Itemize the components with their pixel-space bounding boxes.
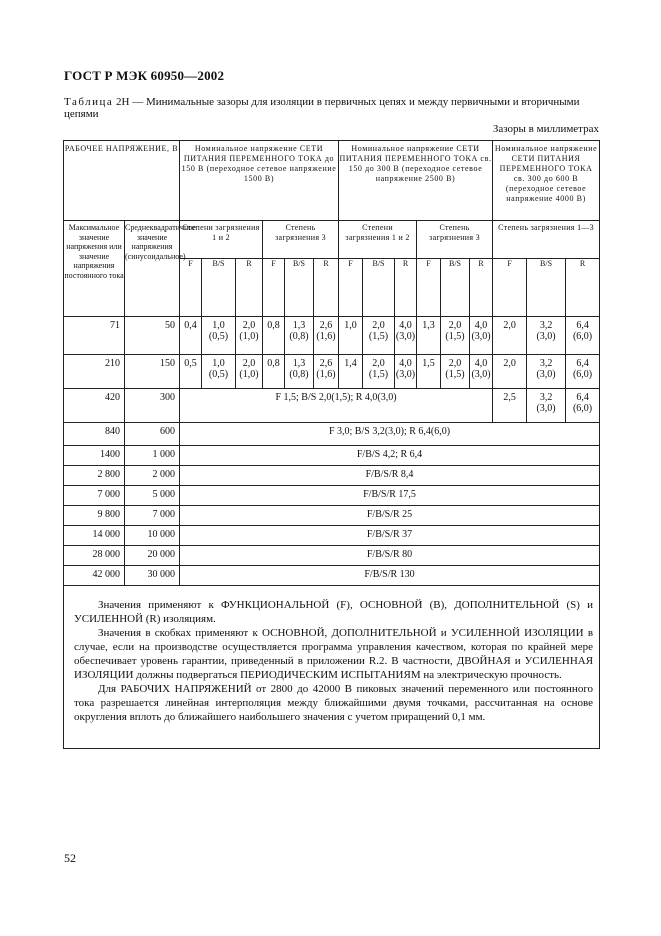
standard-title: ГОСТ Р МЭК 60950—2002: [64, 68, 225, 83]
data-row: [64, 526, 600, 546]
clearance-cell: 2,0: [493, 317, 527, 355]
table-notes: [64, 586, 600, 749]
clearance-cell: 0,8: [263, 317, 285, 355]
clearance-cell: 6,4 (6,0): [566, 355, 600, 389]
rms-voltage-cell: 7 000: [125, 506, 180, 526]
clearance-merged-cell: F/B/S/R 17,5: [180, 486, 600, 506]
clearance-merged-cell: F 3,0; B/S 3,2(3,0); R 6,4(6,0): [180, 423, 600, 446]
rms-voltage-cell: 150: [125, 355, 180, 389]
note-paragraph: Значения применяют к ФУНКЦИОНАЛЬНОЙ (F), ОСНОВНОЙ (В), ДОПОЛНИТЕЛЬНОЙ (S) и УСИЛЕННОЙ (R) изоляциям.: [74, 599, 594, 625]
clearance-cell: 2,0: [493, 355, 527, 389]
clearance-cell: 4,0 (3,0): [470, 355, 493, 389]
clearance-cell: 6,4 (6,0): [566, 389, 600, 423]
note-paragraph: Для РАБОЧИХ НАПРЯЖЕНИЙ от 2800 до 42000 В пиковых значений переменного или постоянного тока разрешается линейная интерполяция между ближайшими двумя точками, рассчитанная на основе округления вплоть до ближайшего наибольшего значения с учетом приращений 0,1 мм.: [74, 683, 594, 723]
rms-voltage-cell: 300: [125, 389, 180, 423]
insulation-type-header: F: [339, 259, 363, 317]
insulation-type-header: B/S: [202, 259, 236, 317]
clearance-cell: 2,0 (1,5): [441, 317, 470, 355]
data-row: [64, 355, 600, 389]
peak-voltage-header: Максимальное значение напряжения или значение напряжения постоянного тока: [64, 221, 125, 317]
data-row: [64, 389, 600, 423]
pollution-degree-header: Степень загрязнения 3: [417, 221, 493, 259]
data-row: [64, 546, 600, 566]
clearance-cell: 1,0: [339, 317, 363, 355]
notes-row: [64, 586, 600, 749]
peak-voltage-cell: 71: [64, 317, 125, 355]
insulation-type-header: B/S: [441, 259, 470, 317]
peak-voltage-cell: 28 000: [64, 546, 125, 566]
clearance-cell: 3,2 (3,0): [527, 355, 566, 389]
clearance-merged-cell: F/B/S/R 37: [180, 526, 600, 546]
insulation-type-header: R: [314, 259, 339, 317]
clearance-cell: 1,5: [417, 355, 441, 389]
rms-voltage-cell: 5 000: [125, 486, 180, 506]
page-number: 52: [64, 851, 76, 865]
clearance-cell: 1,3 (0,8): [285, 355, 314, 389]
rms-voltage-cell: 1 000: [125, 446, 180, 466]
data-row: [64, 423, 600, 446]
peak-voltage-cell: 42 000: [64, 566, 125, 586]
peak-voltage-cell: 9 800: [64, 506, 125, 526]
insulation-type-header: R: [236, 259, 263, 317]
working-voltage-header: РАБОЧЕЕ НАПРЯЖЕНИЕ, В: [64, 141, 180, 221]
clearance-table: [63, 140, 600, 749]
rms-voltage-cell: 2 000: [125, 466, 180, 486]
data-row: [64, 317, 600, 355]
table-caption: [64, 96, 602, 120]
group-header-300: Номинальное напряжение СЕТИ ПИТАНИЯ ПЕРЕМЕННОГО ТОКА св. 150 до 300 В (переходное сетевое напряжение 2500 В): [339, 141, 493, 221]
peak-voltage-cell: 1400: [64, 446, 125, 466]
clearance-cell: 0,5: [180, 355, 202, 389]
data-row: [64, 506, 600, 526]
rms-voltage-cell: 50: [125, 317, 180, 355]
clearance-cell: 2,5: [493, 389, 527, 423]
insulation-type-header: R: [395, 259, 417, 317]
clearance-cell: 2,0 (1,0): [236, 355, 263, 389]
clearance-cell: 1,3 (0,8): [285, 317, 314, 355]
peak-voltage-cell: 2 800: [64, 466, 125, 486]
clearance-cell: 6,4 (6,0): [566, 317, 600, 355]
clearance-cell: 1,3: [417, 317, 441, 355]
data-row: [64, 446, 600, 466]
clearance-cell: 0,4: [180, 317, 202, 355]
insulation-type-header: B/S: [363, 259, 395, 317]
clearance-cell: 1,0 (0,5): [202, 317, 236, 355]
peak-voltage-cell: 14 000: [64, 526, 125, 546]
units-note: Зазоры в миллиметрах: [492, 123, 599, 135]
clearance-cell: 4,0 (3,0): [470, 317, 493, 355]
table-caption-label: Таблица: [64, 96, 114, 108]
insulation-type-header: B/S: [527, 259, 566, 317]
peak-voltage-cell: 7 000: [64, 486, 125, 506]
rms-voltage-cell: 30 000: [125, 566, 180, 586]
insulation-type-header: B/S: [285, 259, 314, 317]
pollution-degree-header: Степени загрязнения 1 и 2: [180, 221, 263, 259]
clearance-cell: 2,0 (1,5): [363, 317, 395, 355]
note-paragraph: Значения в скобках применяют к ОСНОВНОЙ, ДОПОЛНИТЕЛЬНОЙ и УСИЛЕННОЙ ИЗОЛЯЦИИ в случае, если на производстве осуществляется программа управления качеством, которая по крайней мере обеспечивает уровень гарантии, приведенный в приложении R.2. В частности, ДВОЙНАЯ и УСИЛЕННАЯ ИЗОЛЯЦИИ должны подвергаться ПЕРИОДИЧЕСКИМ ИСПЫТАНИЯМ на электрическую прочность.: [74, 627, 594, 681]
header-row-1: [64, 141, 600, 221]
insulation-type-header: R: [566, 259, 600, 317]
clearance-cell: 4,0 (3,0): [395, 317, 417, 355]
data-row: [64, 466, 600, 486]
pollution-degree-header: Степень загрязнения 1—3: [493, 221, 600, 259]
clearance-cell: 2,6 (1,6): [314, 317, 339, 355]
clearance-cell: 2,0 (1,5): [363, 355, 395, 389]
header-row-2: [64, 221, 600, 259]
peak-voltage-cell: 840: [64, 423, 125, 446]
clearance-merged-cell: F/B/S/R 80: [180, 546, 600, 566]
table-caption-text: 2H — Минимальные зазоры для изоляции в первичных цепях и между первичными и вторичными цепями: [64, 96, 580, 120]
insulation-type-header: R: [470, 259, 493, 317]
data-row: [64, 486, 600, 506]
rms-voltage-cell: 20 000: [125, 546, 180, 566]
clearance-cell: 1,0 (0,5): [202, 355, 236, 389]
clearance-merged-cell: F/B/S/R 130: [180, 566, 600, 586]
pollution-degree-header: Степени загрязнения 1 и 2: [339, 221, 417, 259]
rms-voltage-cell: 10 000: [125, 526, 180, 546]
clearance-cell: 2,0 (1,0): [236, 317, 263, 355]
clearance-merged-cell: F/B/S/R 8,4: [180, 466, 600, 486]
insulation-type-header: F: [263, 259, 285, 317]
data-row: [64, 566, 600, 586]
clearance-cell: 3,2 (3,0): [527, 317, 566, 355]
clearance-cell: 2,0 (1,5): [441, 355, 470, 389]
clearance-cell: 1,4: [339, 355, 363, 389]
clearance-cell: 2,6 (1,6): [314, 355, 339, 389]
clearance-cell: 4,0 (3,0): [395, 355, 417, 389]
clearance-merged-cell: F/B/S/R 25: [180, 506, 600, 526]
insulation-type-header: F: [417, 259, 441, 317]
clearance-merged-cell: F/B/S 4,2; R 6,4: [180, 446, 600, 466]
peak-voltage-cell: 420: [64, 389, 125, 423]
clearance-cell: 0,8: [263, 355, 285, 389]
pollution-degree-header: Степень загрязнения 3: [263, 221, 339, 259]
insulation-type-header: F: [180, 259, 202, 317]
rms-voltage-header: Среднеквадратичное значение напряжения (синусоидальное): [125, 221, 180, 317]
insulation-type-header: F: [493, 259, 527, 317]
rms-voltage-cell: 600: [125, 423, 180, 446]
clearance-cell: 3,2 (3,0): [527, 389, 566, 423]
clearance-merged-cell: F 1,5; B/S 2,0(1,5); R 4,0(3,0): [180, 389, 493, 423]
group-header-150: Номинальное напряжение СЕТИ ПИТАНИЯ ПЕРЕМЕННОГО ТОКА до 150 В (переходное сетевое напряжение 1500 В): [180, 141, 339, 221]
peak-voltage-cell: 210: [64, 355, 125, 389]
group-header-600: Номинальное напряжение СЕТИ ПИТАНИЯ ПЕРЕМЕННОГО ТОКА св. 300 до 600 В (переходное сетевое напряжение 4000 В): [493, 141, 600, 221]
